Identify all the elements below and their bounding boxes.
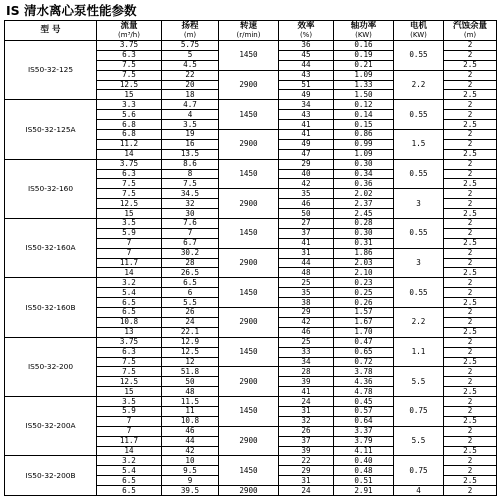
npsh-cell: 2.5 [444, 209, 497, 219]
shaft-power-cell: 3.37 [334, 426, 394, 436]
flow-cell: 3.2 [97, 278, 162, 288]
npsh-cell: 2 [444, 110, 497, 120]
speed-cell: 1450 [219, 278, 279, 308]
head-cell: 8.6 [162, 159, 219, 169]
flow-cell: 6.3 [97, 169, 162, 179]
shaft-power-cell: 3.79 [334, 436, 394, 446]
header-flow: 流量 (m³/h) [97, 21, 162, 41]
shaft-power-cell: 1.70 [334, 327, 394, 337]
head-cell: 4.7 [162, 100, 219, 110]
npsh-cell: 2 [444, 486, 497, 496]
speed-cell: 2900 [219, 70, 279, 100]
motor-cell: 0.75 [394, 397, 444, 427]
efficiency-cell: 34 [279, 357, 334, 367]
npsh-cell: 2.5 [444, 446, 497, 456]
head-cell: 18 [162, 90, 219, 100]
head-cell: 8 [162, 169, 219, 179]
shaft-power-cell: 0.28 [334, 219, 394, 229]
npsh-cell: 2 [444, 80, 497, 90]
head-cell: 5 [162, 50, 219, 60]
flow-cell: 6.8 [97, 130, 162, 140]
motor-cell: 0.55 [394, 100, 444, 130]
efficiency-cell: 39 [279, 377, 334, 387]
flow-cell: 11.7 [97, 258, 162, 268]
head-cell: 9.5 [162, 466, 219, 476]
npsh-cell: 2 [444, 100, 497, 110]
head-cell: 3.5 [162, 120, 219, 130]
speed-cell: 1450 [219, 159, 279, 189]
efficiency-cell: 38 [279, 298, 334, 308]
head-cell: 10.8 [162, 416, 219, 426]
npsh-cell: 2 [444, 377, 497, 387]
head-cell: 42 [162, 446, 219, 456]
efficiency-cell: 44 [279, 60, 334, 70]
npsh-cell: 2.5 [444, 60, 497, 70]
shaft-power-cell: 0.36 [334, 179, 394, 189]
npsh-cell: 2.5 [444, 90, 497, 100]
flow-cell: 7.5 [97, 60, 162, 70]
speed-cell: 2900 [219, 130, 279, 160]
efficiency-cell: 35 [279, 189, 334, 199]
motor-cell: 2.2 [394, 70, 444, 100]
head-cell: 11.5 [162, 397, 219, 407]
efficiency-cell: 48 [279, 268, 334, 278]
efficiency-cell: 27 [279, 219, 334, 229]
shaft-power-cell: 1.33 [334, 80, 394, 90]
efficiency-cell: 25 [279, 337, 334, 347]
shaft-power-cell: 1.57 [334, 308, 394, 318]
motor-cell: 0.55 [394, 159, 444, 189]
flow-cell: 7 [97, 426, 162, 436]
head-cell: 22 [162, 70, 219, 80]
flow-cell: 3.5 [97, 397, 162, 407]
shaft-power-cell: 0.30 [334, 228, 394, 238]
shaft-power-cell: 1.09 [334, 70, 394, 80]
npsh-cell: 2 [444, 258, 497, 268]
motor-cell: 1.1 [394, 337, 444, 367]
flow-cell: 13 [97, 327, 162, 337]
shaft-power-cell: 0.16 [334, 41, 394, 51]
shaft-power-cell: 1.50 [334, 90, 394, 100]
speed-cell: 1450 [219, 397, 279, 427]
flow-cell: 6.3 [97, 347, 162, 357]
efficiency-cell: 31 [279, 248, 334, 258]
shaft-power-cell: 2.03 [334, 258, 394, 268]
shaft-power-cell: 1.09 [334, 149, 394, 159]
shaft-power-cell: 0.26 [334, 298, 394, 308]
shaft-power-cell: 3.78 [334, 367, 394, 377]
efficiency-cell: 43 [279, 110, 334, 120]
flow-cell: 14 [97, 149, 162, 159]
shaft-power-cell: 4.36 [334, 377, 394, 387]
npsh-cell: 2 [444, 50, 497, 60]
shaft-power-cell: 2.02 [334, 189, 394, 199]
speed-cell: 1450 [219, 41, 279, 71]
npsh-cell: 2 [444, 397, 497, 407]
efficiency-cell: 42 [279, 179, 334, 189]
table-row [5, 397, 497, 407]
npsh-cell: 2 [444, 189, 497, 199]
efficiency-cell: 29 [279, 159, 334, 169]
flow-cell: 7 [97, 238, 162, 248]
efficiency-cell: 41 [279, 238, 334, 248]
head-cell: 22.1 [162, 327, 219, 337]
shaft-power-cell: 0.40 [334, 456, 394, 466]
model-cell: IS50-32-200 [5, 337, 97, 396]
page-title: IS 清水离心泵性能参数 [6, 3, 137, 18]
head-cell: 5.5 [162, 298, 219, 308]
flow-cell: 3.75 [97, 159, 162, 169]
efficiency-cell: 46 [279, 199, 334, 209]
table-row [5, 278, 497, 288]
efficiency-cell: 47 [279, 149, 334, 159]
npsh-cell: 2.5 [444, 416, 497, 426]
flow-cell: 3.75 [97, 41, 162, 51]
efficiency-cell: 51 [279, 80, 334, 90]
flow-cell: 12.5 [97, 377, 162, 387]
shaft-power-cell: 0.15 [334, 120, 394, 130]
npsh-cell: 2 [444, 288, 497, 298]
header-motor: 电机 (KW) [394, 21, 444, 41]
npsh-cell: 2 [444, 456, 497, 466]
flow-cell: 7 [97, 416, 162, 426]
head-cell: 48 [162, 387, 219, 397]
npsh-cell: 2 [444, 347, 497, 357]
shaft-power-cell: 0.47 [334, 337, 394, 347]
flow-cell: 14 [97, 446, 162, 456]
npsh-cell: 2 [444, 337, 497, 347]
flow-cell: 6.5 [97, 298, 162, 308]
npsh-cell: 2 [444, 139, 497, 149]
head-cell: 16 [162, 139, 219, 149]
head-cell: 9 [162, 476, 219, 486]
npsh-cell: 2 [444, 406, 497, 416]
shaft-power-cell: 4.78 [334, 387, 394, 397]
flow-cell: 7.5 [97, 367, 162, 377]
speed-cell: 2900 [219, 189, 279, 219]
motor-cell: 3 [394, 248, 444, 278]
table-row [5, 456, 497, 466]
npsh-cell: 2 [444, 159, 497, 169]
header-speed: 转速 (r/min) [219, 21, 279, 41]
flow-cell: 15 [97, 90, 162, 100]
shaft-power-cell: 0.23 [334, 278, 394, 288]
efficiency-cell: 40 [279, 169, 334, 179]
efficiency-cell: 44 [279, 258, 334, 268]
shaft-power-cell: 0.30 [334, 159, 394, 169]
header-efficiency: 效率 (%) [279, 21, 334, 41]
head-cell: 30.2 [162, 248, 219, 258]
speed-cell: 2900 [219, 486, 279, 496]
npsh-cell: 2 [444, 130, 497, 140]
npsh-cell: 2.5 [444, 357, 497, 367]
flow-cell: 5.9 [97, 228, 162, 238]
shaft-power-cell: 2.45 [334, 209, 394, 219]
speed-cell: 1450 [219, 219, 279, 249]
speed-cell: 2900 [219, 248, 279, 278]
head-cell: 19 [162, 130, 219, 140]
flow-cell: 7.5 [97, 70, 162, 80]
motor-cell: 1.5 [394, 130, 444, 160]
head-cell: 20 [162, 80, 219, 90]
flow-cell: 11.7 [97, 436, 162, 446]
shaft-power-cell: 2.91 [334, 486, 394, 496]
head-cell: 26.5 [162, 268, 219, 278]
npsh-cell: 2.5 [444, 387, 497, 397]
npsh-cell: 2 [444, 436, 497, 446]
head-cell: 26 [162, 308, 219, 318]
head-cell: 32 [162, 199, 219, 209]
shaft-power-cell: 0.65 [334, 347, 394, 357]
shaft-power-cell: 0.45 [334, 397, 394, 407]
head-cell: 13.5 [162, 149, 219, 159]
table-row [5, 159, 497, 169]
npsh-cell: 2 [444, 367, 497, 377]
motor-cell: 3 [394, 189, 444, 219]
model-cell: IS50-32-160 [5, 159, 97, 218]
flow-cell: 6.3 [97, 50, 162, 60]
flow-cell: 6.5 [97, 476, 162, 486]
motor-cell: 0.55 [394, 219, 444, 249]
model-cell: IS50-32-160A [5, 219, 97, 278]
flow-cell: 12.5 [97, 80, 162, 90]
flow-cell: 6.5 [97, 486, 162, 496]
npsh-cell: 2.5 [444, 238, 497, 248]
head-cell: 39.5 [162, 486, 219, 496]
motor-cell: 5.5 [394, 367, 444, 397]
flow-cell: 7 [97, 248, 162, 258]
speed-cell: 2900 [219, 426, 279, 456]
efficiency-cell: 29 [279, 466, 334, 476]
header-head: 扬程 (m) [162, 21, 219, 41]
header-npsh: 汽蚀余量 (m) [444, 21, 497, 41]
efficiency-cell: 41 [279, 387, 334, 397]
speed-cell: 1450 [219, 456, 279, 486]
head-cell: 6.7 [162, 238, 219, 248]
shaft-power-cell: 0.57 [334, 406, 394, 416]
efficiency-cell: 24 [279, 486, 334, 496]
head-cell: 24 [162, 317, 219, 327]
flow-cell: 3.75 [97, 337, 162, 347]
npsh-cell: 2.5 [444, 476, 497, 486]
head-cell: 7 [162, 228, 219, 238]
npsh-cell: 2 [444, 199, 497, 209]
head-cell: 6 [162, 288, 219, 298]
shaft-power-cell: 0.48 [334, 466, 394, 476]
speed-cell: 2900 [219, 367, 279, 397]
flow-cell: 3.3 [97, 100, 162, 110]
npsh-cell: 2 [444, 248, 497, 258]
header-row [5, 21, 497, 41]
head-cell: 12.5 [162, 347, 219, 357]
model-cell: IS50-32-200B [5, 456, 97, 496]
header-shaft-power: 轴功率 (KW) [334, 21, 394, 41]
pump-spec-table [4, 20, 497, 496]
head-cell: 7.6 [162, 219, 219, 229]
motor-cell: 0.55 [394, 41, 444, 71]
head-cell: 34.5 [162, 189, 219, 199]
npsh-cell: 2 [444, 317, 497, 327]
head-cell: 50 [162, 377, 219, 387]
head-cell: 4 [162, 110, 219, 120]
shaft-power-cell: 0.12 [334, 100, 394, 110]
table-row [5, 100, 497, 110]
efficiency-cell: 41 [279, 120, 334, 130]
motor-cell: 4 [394, 486, 444, 496]
speed-cell: 2900 [219, 308, 279, 338]
npsh-cell: 2 [444, 41, 497, 51]
shaft-power-cell: 0.72 [334, 357, 394, 367]
efficiency-cell: 42 [279, 317, 334, 327]
flow-cell: 5.4 [97, 288, 162, 298]
head-cell: 12 [162, 357, 219, 367]
efficiency-cell: 26 [279, 426, 334, 436]
motor-cell: 0.55 [394, 278, 444, 308]
npsh-cell: 2 [444, 70, 497, 80]
shaft-power-cell: 2.10 [334, 268, 394, 278]
efficiency-cell: 50 [279, 209, 334, 219]
efficiency-cell: 49 [279, 139, 334, 149]
efficiency-cell: 45 [279, 50, 334, 60]
shaft-power-cell: 2.37 [334, 199, 394, 209]
flow-cell: 7.5 [97, 179, 162, 189]
head-cell: 6.5 [162, 278, 219, 288]
efficiency-cell: 34 [279, 100, 334, 110]
table-body [5, 41, 497, 496]
efficiency-cell: 25 [279, 278, 334, 288]
npsh-cell: 2 [444, 278, 497, 288]
table-row [5, 337, 497, 347]
shaft-power-cell: 0.99 [334, 139, 394, 149]
flow-cell: 10.8 [97, 317, 162, 327]
motor-cell: 2.2 [394, 308, 444, 338]
head-cell: 5.75 [162, 41, 219, 51]
flow-cell: 15 [97, 387, 162, 397]
efficiency-cell: 28 [279, 367, 334, 377]
shaft-power-cell: 0.86 [334, 130, 394, 140]
efficiency-cell: 49 [279, 90, 334, 100]
npsh-cell: 2.5 [444, 179, 497, 189]
flow-cell: 14 [97, 268, 162, 278]
head-cell: 7.5 [162, 179, 219, 189]
shaft-power-cell: 4.11 [334, 446, 394, 456]
efficiency-cell: 37 [279, 436, 334, 446]
shaft-power-cell: 1.86 [334, 248, 394, 258]
head-cell: 10 [162, 456, 219, 466]
flow-cell: 5.9 [97, 406, 162, 416]
npsh-cell: 2 [444, 426, 497, 436]
npsh-cell: 2 [444, 169, 497, 179]
efficiency-cell: 46 [279, 327, 334, 337]
head-cell: 11 [162, 406, 219, 416]
efficiency-cell: 33 [279, 347, 334, 357]
head-cell: 12.9 [162, 337, 219, 347]
efficiency-cell: 32 [279, 416, 334, 426]
flow-cell: 5.4 [97, 466, 162, 476]
model-cell: IS50-32-125 [5, 41, 97, 100]
motor-cell: 5.5 [394, 426, 444, 456]
flow-cell: 7.5 [97, 357, 162, 367]
shaft-power-cell: 0.19 [334, 50, 394, 60]
flow-cell: 6.8 [97, 120, 162, 130]
npsh-cell: 2.5 [444, 327, 497, 337]
shaft-power-cell: 0.64 [334, 416, 394, 426]
efficiency-cell: 31 [279, 476, 334, 486]
header-model: 型 号 [5, 21, 97, 41]
npsh-cell: 2.5 [444, 268, 497, 278]
head-cell: 4.5 [162, 60, 219, 70]
table-row [5, 41, 497, 51]
efficiency-cell: 31 [279, 406, 334, 416]
flow-cell: 5.6 [97, 110, 162, 120]
shaft-power-cell: 0.14 [334, 110, 394, 120]
shaft-power-cell: 0.31 [334, 238, 394, 248]
head-cell: 46 [162, 426, 219, 436]
motor-cell: 0.75 [394, 456, 444, 486]
efficiency-cell: 36 [279, 41, 334, 51]
efficiency-cell: 37 [279, 228, 334, 238]
npsh-cell: 2.5 [444, 298, 497, 308]
head-cell: 44 [162, 436, 219, 446]
flow-cell: 3.2 [97, 456, 162, 466]
model-cell: IS50-32-125A [5, 100, 97, 159]
shaft-power-cell: 1.67 [334, 317, 394, 327]
efficiency-cell: 29 [279, 308, 334, 318]
head-cell: 51.8 [162, 367, 219, 377]
speed-cell: 1450 [219, 100, 279, 130]
flow-cell: 7.5 [97, 189, 162, 199]
shaft-power-cell: 0.34 [334, 169, 394, 179]
efficiency-cell: 39 [279, 446, 334, 456]
npsh-cell: 2 [444, 308, 497, 318]
head-cell: 28 [162, 258, 219, 268]
shaft-power-cell: 0.51 [334, 476, 394, 486]
efficiency-cell: 43 [279, 70, 334, 80]
npsh-cell: 2 [444, 466, 497, 476]
shaft-power-cell: 0.25 [334, 288, 394, 298]
npsh-cell: 2 [444, 228, 497, 238]
flow-cell: 3.5 [97, 219, 162, 229]
efficiency-cell: 41 [279, 130, 334, 140]
model-cell: IS50-32-200A [5, 397, 97, 456]
flow-cell: 6.5 [97, 308, 162, 318]
flow-cell: 12.5 [97, 199, 162, 209]
efficiency-cell: 24 [279, 397, 334, 407]
table-row [5, 219, 497, 229]
npsh-cell: 2.5 [444, 149, 497, 159]
flow-cell: 11.2 [97, 139, 162, 149]
speed-cell: 1450 [219, 337, 279, 367]
npsh-cell: 2.5 [444, 120, 497, 130]
model-cell: IS50-32-160B [5, 278, 97, 337]
flow-cell: 15 [97, 209, 162, 219]
efficiency-cell: 35 [279, 288, 334, 298]
head-cell: 30 [162, 209, 219, 219]
efficiency-cell: 22 [279, 456, 334, 466]
npsh-cell: 2 [444, 219, 497, 229]
shaft-power-cell: 0.21 [334, 60, 394, 70]
